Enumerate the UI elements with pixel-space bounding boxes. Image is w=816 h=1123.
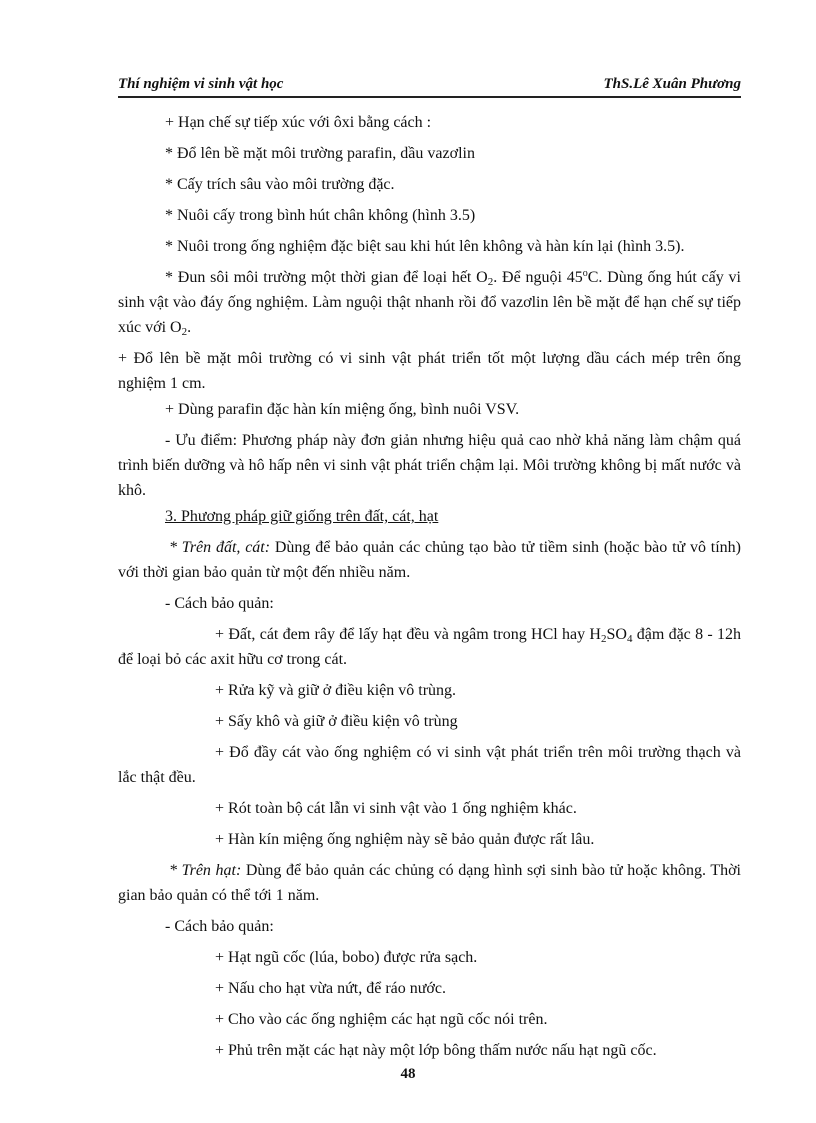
paragraph: * Nuôi trong ống nghiệm đặc biệt sau khi hút lên không và hàn kín lại (hình 3.5). (165, 238, 685, 255)
paragraph: - Ưu điểm: Phương pháp này đơn giản nhưng hiệu quả cao nhờ khả năng làm chậm quá trình biến dưỡng và hô hấp nên vi sinh vật phát triển chậm lại. Môi trường không bị mất nước và khô. (118, 432, 741, 499)
paragraph: + Cho vào các ống nghiệm các hạt ngũ cốc nói trên. (215, 1011, 548, 1028)
paragraph: * Đổ lên bề mặt môi trường parafin, dầu vazơlin (165, 145, 475, 162)
paragraph: - Cách bảo quản: (165, 595, 274, 612)
subscript: 4 (626, 633, 633, 645)
text-run: Dùng để bảo quản các chủng tạo bào tử tiềm sinh (hoặc bào tử vô tính) với thời gian bảo quản từ một đến nhiều năm. (118, 539, 742, 581)
subscript: 2 (181, 326, 188, 338)
paragraph: + Phủ trên mặt các hạt này một lớp bông thấm nước nấu hạt ngũ cốc. (215, 1042, 657, 1059)
paragraph: + Rót toàn bộ cát lẫn vi sinh vật vào 1 ống nghiệm khác. (215, 800, 577, 817)
paragraph: + Hàn kín miệng ống nghiệm này sẽ bảo quản được rất lâu. (215, 831, 595, 848)
paragraph: + Đổ đầy cát vào ống nghiệm có vi sinh vật phát triển trên môi trường thạch và lắc thật đều. (118, 744, 741, 786)
text-run: . Để nguội 45 (493, 269, 583, 286)
subscript: 2 (600, 633, 607, 645)
text-run: Dùng để bảo quản các chủng có dạng hình sợi sinh bào tử hoặc không. Thời gian bảo quản có thể tới 1 năm. (118, 862, 742, 904)
text-run: . (187, 319, 192, 336)
paragraph (118, 265, 741, 340)
paragraph: + Hạt ngũ cốc (lúa, bobo) được rửa sạch. (215, 949, 478, 966)
header-title: Thí nghiệm vi sinh vật học (118, 76, 284, 92)
page-header (118, 74, 741, 98)
paragraph: + Rửa kỹ và giữ ở điều kiện vô trùng. (215, 682, 457, 699)
text-run: SO (606, 626, 627, 643)
paragraph: + Dùng parafin đặc hàn kín miệng ống, bình nuôi VSV. (165, 401, 520, 418)
emphasis: * Trên hạt: (169, 862, 242, 879)
paragraph (118, 622, 741, 672)
paragraph: - Cách bảo quản: (165, 918, 274, 935)
paragraph (118, 535, 741, 585)
text-run: C. Dùng ống hút cấy vi sinh vật vào đáy ống nghiệm. Làm nguội thật nhanh rồi đổ vazơlin lên bề mặt để hạn chế sự tiếp xúc với O (118, 269, 741, 336)
text-run: đậm đặc 8 - 12h để loại bỏ các axit hữu cơ trong cát. (118, 626, 742, 668)
paragraph: + Hạn chế sự tiếp xúc với ôxi bằng cách : (165, 114, 432, 131)
paragraph: * Nuôi cấy trong bình hút chân không (hình 3.5) (165, 207, 476, 224)
text-run: + Đất, cát đem rây để lấy hạt đều và ngâm trong HCl hay H (215, 626, 601, 643)
subscript: 2 (487, 276, 494, 288)
emphasis: * Trên đất, cát: (169, 539, 271, 556)
page-number: 48 (400, 1066, 416, 1082)
paragraph: + Đổ lên bề mặt môi trường có vi sinh vật phát triển tốt một lượng dầu cách mép trên ống nghiệm 1 cm. (118, 350, 741, 392)
paragraph: + Nấu cho hạt vừa nứt, để ráo nước. (215, 980, 446, 997)
paragraph: + Sấy khô và giữ ở điều kiện vô trùng (215, 713, 458, 730)
text-run: * Đun sôi môi trường một thời gian để loại hết O (165, 269, 488, 286)
paragraph: * Cấy trích sâu vào môi trường đặc. (165, 176, 395, 193)
paragraph (118, 858, 741, 908)
page-body (118, 110, 741, 1069)
section-heading: 3. Phương pháp giữ giống trên đất, cát, hạt (165, 508, 439, 525)
header-author: ThS.Lê Xuân Phương (603, 76, 741, 92)
superscript: o (582, 268, 588, 279)
